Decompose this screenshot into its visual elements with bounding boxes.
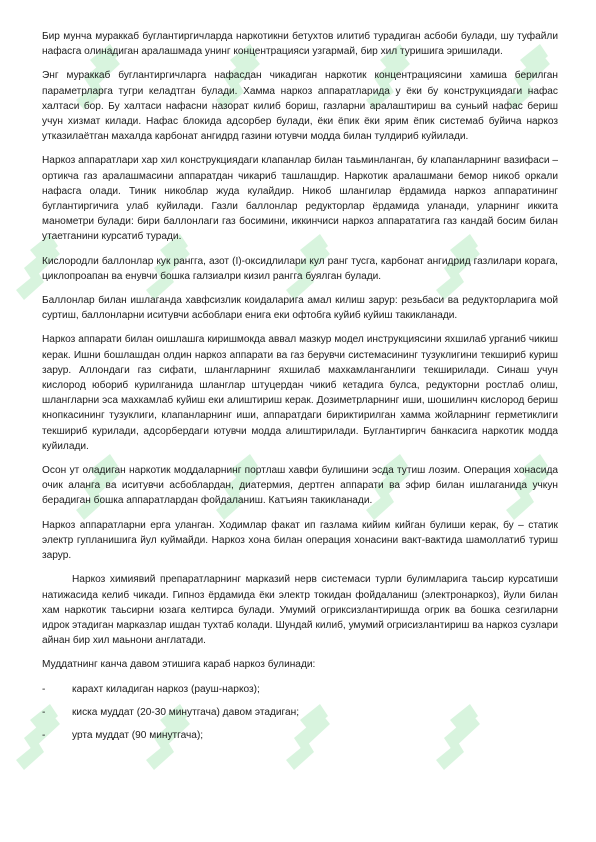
- paragraph-1: Бир мунча мураккаб буглантиргичларда наркотикни бетухтов илитиб турадиган асбоби булади, шу туфайли нафасга олинадиган аралашмада унинг концентрацияси узгармай, бир хил туришига эришилади.: [42, 31, 558, 58]
- paragraph-9: Наркоз химиявий препаратларнинг марказий нерв системаси турли булимларига таьсир курсатиши натижасида келиб чикади. Гипноз ёрдамида ёки электр токидан фойдаланиш (электронаркоз), йули билан хам наркотик таьсирни юзага келтирса булади. Умумий огриксизлантиришда огрик ва бошка сезгиларни идрок этадиган марказлар ишдан тухтаб колади. Шундай килиб, умумий огрисизлантириш ва наркоз сузлари айнан бир хил маьнони англатади.: [42, 574, 558, 647]
- list-dash: -: [42, 706, 46, 718]
- paragraph-5: Баллонлар билан ишлаганда хавфсизлик коидаларига амал килиш зарур: резьбаси ва редукторларига мой суртиш, баллонларни иситувчи асбоблари енига еки офтобга куйиб куйиш такикланади.: [42, 295, 558, 322]
- list-item-text: киска муддат (20-30 минутгача) давом этадиган;: [72, 706, 300, 718]
- list-dash: -: [42, 683, 46, 695]
- list-item: [42, 682, 558, 697]
- list-item-text: карахт киладиган наркоз (рауш-наркоз);: [72, 683, 260, 695]
- paragraph-7: Осон ут оладиган наркотик моддаларнинг портлаш хавфи булишини эсда тутиш лозим. Операция хонасида очик аланга ва иситувчи асбоблардан, диатермия, дертген аппарати ва эфир билан ишлаганида учкун берадиган бошка аппаратлардан фойдаланиш. Катъиян такикланади.: [42, 465, 558, 507]
- paragraph-4: Кислородли баллонлар кук рангга, азот (I)-оксидлилари кул ранг тусга, карбонат ангидрид газлилари корага, циклопроапан ва енувчи бошка галзиалри кизил рангга буялган булади.: [42, 255, 558, 282]
- list-intro: Муддатнинг канча давом этишига караб наркоз булинади:: [42, 659, 316, 671]
- paragraph-8: Наркоз аппаратларни ерга уланган. Ходимлар факат ип газлама кийим кийган булиши керак, бу – статик электр гупланишига йул куймайди. Наркоз хона билан операция хонасини вакт-вактида шамоллатиб туриш зарур.: [42, 519, 558, 562]
- document-body: [42, 29, 558, 751]
- list-dash: -: [42, 729, 46, 741]
- paragraph-2: Энг мураккаб буглантиргичларга нафасдан чикадиган наркотик концентрациясини хамиша берилган параметрларга тугри келадтган булади. Хамма наркоз аппаратларида у ёки бу конструкциядаги нафас халтаси бор. Бу халтаси нафасни назорат килиб бориш, газларни аралаштириш ва суньий нафас бериш учун хизмат килади. Нафас блокида адсорбер булади, ёки ёпик ёки ярим ёпик системаб буйича наркоз утказилаётган махалда карбонат ангидрд газини ютувчи модда билан тулдириб куйилади.: [42, 70, 558, 143]
- duration-list: [42, 682, 558, 744]
- list-item: [42, 728, 558, 743]
- list-item-text: урта муддат (90 минутгача);: [72, 729, 204, 741]
- paragraph-3: Наркоз аппаратлари хар хил конструкциядаги клапанлар билан таьминланган, бу клапанларнинг вазифаси – ортикча газ аралашмасини аппаратдан чикариб ташлашдир. Наркотик аралашмани бемор никоб оркали нафасга олади. Тиник никоблар жуда кулайдир. Никоб шлангилар ёрдамида наркоз аппаратининг буглантиргичига улаб куйилади. Газли баллонлар редукторлар ёрдамида уланади, уларнинг иккита манометри булади: бири баллонлаги газ босимини, иккинчиси наркоз аппарататига газ кандай босим билан утаетганини курсатиб туради.: [42, 155, 558, 243]
- paragraph-6: Наркоз аппарати билан оишлашга киришмокда аввал мазкур модел инструкциясини яхшилаб урганиб чикиш керак. Ишни бошлашдан олдин наркоз аппарати ва газ берувчи системасининг тузуклигини текшириб куриш зарур. Аллондаги газ сифати, шлангларнинг яхшилаб махкамланганлиги текширилади. Синаш учун кислород юбориб курилганида шланглар штуцердан чикиб кетадига булса, редукторни ростлаб олиш, шлангларни эса махкамлаб куйиш еки алиштириш керак. Дозиметрларнинг иши, шошилинч кислород бериш кнопкасининг тузуклиги, клапанларнинг иши, аппаратдаги бириктирилган хамма жойларнинг герметиклиги текшириб курилади, адсорбердаги ютувчи модда алиштирилади. Буглантиргич банкасига наркотик модда куйилади.: [42, 334, 558, 452]
- list-item: [42, 705, 558, 720]
